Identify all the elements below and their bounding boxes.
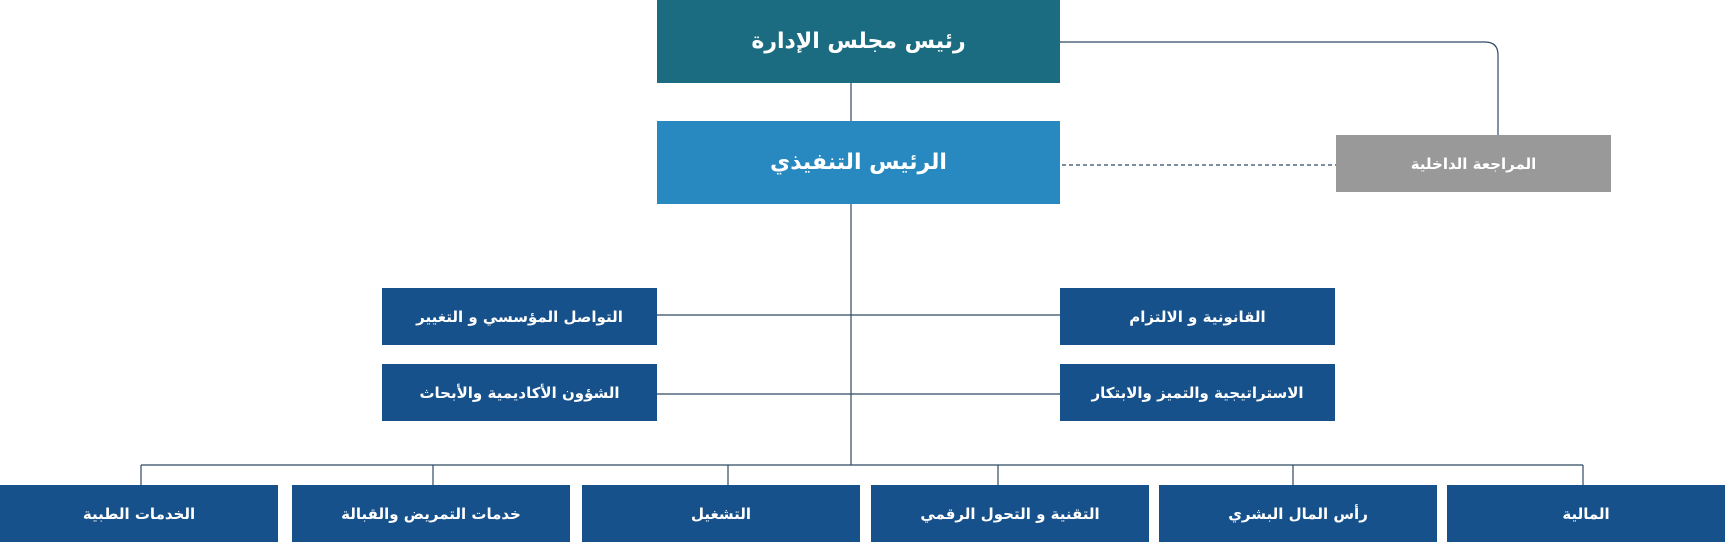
legal-compliance-box bbox=[1060, 288, 1335, 345]
human-capital-box bbox=[1159, 485, 1437, 542]
nursing-midwifery-label: خدمات التمريض والقبالة bbox=[341, 504, 521, 523]
academic-affairs-label: الشؤون الأكاديمية والأبحاث bbox=[419, 383, 620, 402]
chairman-box bbox=[657, 0, 1060, 83]
operations-label: التشغيل bbox=[690, 504, 752, 523]
corporate-communication-label: التواصل المؤسسي و التغيير bbox=[416, 307, 623, 326]
operations-box bbox=[582, 485, 860, 542]
nursing-midwifery-box bbox=[292, 485, 570, 542]
digital-transformation-label: التقنية و التحول الرقمي bbox=[920, 504, 1100, 523]
strategy-innovation-box bbox=[1060, 364, 1335, 421]
ceo-label: الرئيس التنفيذي bbox=[770, 150, 947, 175]
connector-chairman-audit bbox=[1060, 42, 1498, 135]
academic-affairs-box bbox=[382, 364, 657, 421]
corporate-communication-box bbox=[382, 288, 657, 345]
finance-label: المالية bbox=[1562, 504, 1610, 523]
medical-services-box bbox=[0, 485, 278, 542]
legal-compliance-label: القانونية و الالتزام bbox=[1129, 307, 1266, 326]
chairman-label: رئيس مجلس الإدارة bbox=[751, 29, 966, 54]
digital-transformation-box bbox=[871, 485, 1149, 542]
human-capital-label: رأس المال البشري bbox=[1228, 504, 1368, 523]
ceo-box bbox=[657, 121, 1060, 204]
strategy-innovation-label: الاستراتيجية والتميز والابتكار bbox=[1091, 383, 1304, 402]
internal-audit-box bbox=[1336, 135, 1611, 192]
finance-box bbox=[1447, 485, 1725, 542]
internal-audit-label: المراجعة الداخلية bbox=[1410, 154, 1537, 173]
medical-services-label: الخدمات الطبية bbox=[82, 504, 196, 523]
